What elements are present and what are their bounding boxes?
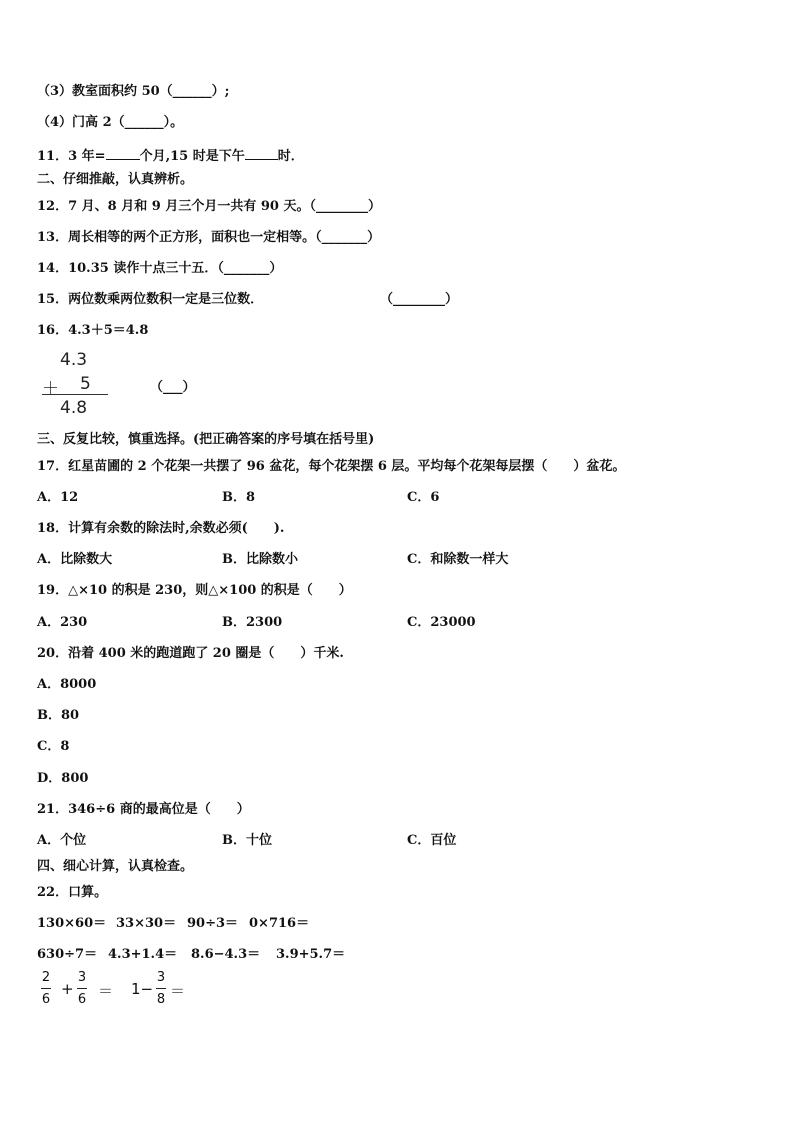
option-a[interactable]: A．8000 — [37, 677, 97, 692]
fraction-2-denominator: 6 — [77, 992, 87, 1007]
question-11-prefix: 11．3 年= — [37, 149, 106, 164]
question-11-suffix: 时． — [277, 149, 304, 164]
option-b[interactable]: B．十位 — [222, 833, 272, 848]
question-11-middle: 个月,15 时是下午 — [139, 149, 245, 164]
oral-calc-item: 0×716＝ — [249, 916, 310, 931]
answer-blank[interactable] — [245, 147, 278, 160]
section-3-heading: 三、反复比较，慎重选择。(把正确答案的序号填在括号里) — [37, 432, 375, 447]
question-16-answer-paren: （___） — [150, 380, 196, 395]
answer-blank[interactable] — [106, 147, 140, 160]
question-14: 14．10.35 读作十点三十五．（_______） — [37, 261, 283, 276]
plus-sign: + — [61, 980, 74, 998]
fraction-1-numerator: 2 — [41, 970, 51, 985]
oral-calc-item: 630÷7＝ — [37, 947, 98, 962]
question-15: 15．两位数乘两位数积一定是三位数． — [37, 292, 264, 307]
oral-calc-item: 130×60＝ — [37, 916, 107, 931]
option-c[interactable]: C．8 — [37, 739, 70, 754]
section-2-heading: 二、仔细推敲，认真辨析。 — [37, 172, 194, 187]
option-c[interactable]: C．百位 — [407, 833, 457, 848]
fraction-bar — [156, 988, 166, 989]
vertical-sum-line — [42, 394, 108, 395]
question-17: 17．红星苗圃的 2 个花架一共摆了 96 盆花，每个花架摆 6 层。平均每个花架每层摆（ ）盆花。 — [37, 459, 626, 474]
question-22: 22．口算。 — [37, 885, 108, 900]
question-21: 21．346÷6 商的最高位是（ ） — [37, 802, 250, 817]
question-15-answer-paren: （________） — [380, 292, 459, 307]
fraction-2-numerator: 3 — [77, 970, 87, 985]
one-minus: 1− — [131, 980, 154, 998]
oral-calc-item: 8.6−4.3＝ — [191, 947, 261, 962]
option-d[interactable]: D．800 — [37, 771, 89, 786]
option-a[interactable]: A．230 — [37, 615, 88, 630]
option-b[interactable]: B．比除数小 — [222, 552, 298, 567]
option-b[interactable]: B．80 — [37, 708, 80, 723]
section-4-heading: 四、细心计算，认真检查。 — [37, 859, 194, 874]
question-10-item-4: （4）门高 2（______）。 — [37, 115, 184, 130]
option-c[interactable]: C．和除数一样大 — [407, 552, 509, 567]
option-a[interactable]: A．个位 — [37, 833, 87, 848]
option-a[interactable]: A．12 — [37, 490, 79, 505]
option-b[interactable]: B．8 — [222, 490, 256, 505]
option-c[interactable]: C．6 — [407, 490, 440, 505]
question-10-item-3: （3）教室面积约 50（______）; — [37, 84, 230, 99]
fraction-3-numerator: 3 — [156, 970, 166, 985]
vertical-top-number: 4.3 — [60, 350, 88, 370]
question-19: 19．△×10 的积是 230，则△×100 的积是（ ） — [37, 583, 352, 598]
oral-calc-item: 90÷3＝ — [187, 916, 239, 931]
vertical-second-number: 5 — [80, 374, 91, 394]
fraction-bar — [41, 988, 51, 989]
oral-calc-item: 33×30＝ — [116, 916, 177, 931]
question-20: 20．沿着 400 米的跑道跑了 20 圈是（ ）千米. — [37, 646, 344, 661]
oral-calc-item: 4.3+1.4＝ — [108, 947, 178, 962]
option-c[interactable]: C．23000 — [407, 615, 476, 630]
fraction-3-denominator: 8 — [156, 992, 166, 1007]
question-12: 12．7 月、8 月和 9 月三个月一共有 90 天。（________） — [37, 199, 381, 214]
question-13: 13．周长相等的两个正方形，面积也一定相等。（_______） — [37, 230, 381, 245]
plus-sign: ＋ — [42, 379, 59, 399]
option-b[interactable]: B．2300 — [222, 615, 283, 630]
question-18: 18．计算有余数的除法时,余数必须( ). — [37, 521, 285, 536]
option-a[interactable]: A．比除数大 — [37, 552, 113, 567]
equals-sign: ＝ — [98, 982, 114, 1000]
fraction-bar — [77, 988, 87, 989]
fraction-1-denominator: 6 — [41, 992, 51, 1007]
question-11 — [37, 147, 304, 165]
oral-calc-item: 3.9+5.7＝ — [276, 947, 346, 962]
equals-sign: ＝ — [170, 982, 186, 1000]
vertical-result-number: 4.8 — [60, 398, 88, 418]
question-16: 16．4.3＋5＝4.8 — [37, 323, 149, 338]
